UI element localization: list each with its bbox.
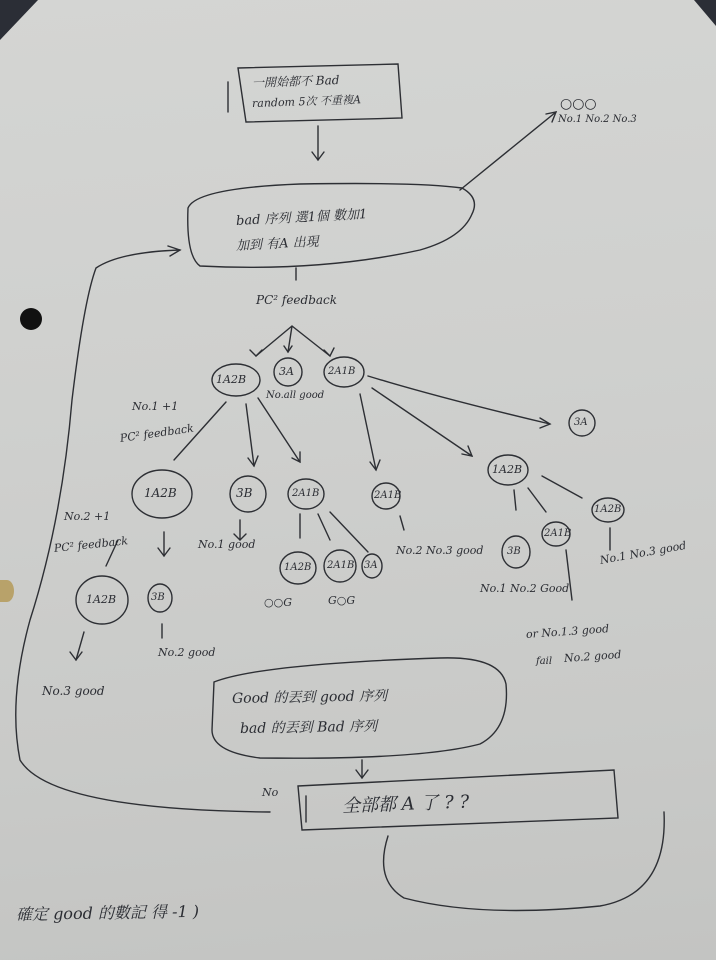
l2-2A1B: 2A1B — [292, 488, 320, 499]
l3-2A1B: 2A1B — [327, 560, 355, 571]
start-box-line2: random 5次 不重複A — [251, 93, 362, 110]
result-no1-good: No.1 good — [198, 538, 256, 551]
fail-prefix: fail — [536, 656, 553, 667]
no2-plus1: No.2 +1 — [64, 510, 111, 523]
no1-plus1: No.1 +1 — [132, 400, 179, 413]
fan-lines — [256, 326, 330, 356]
loop-arrow — [16, 250, 270, 812]
result-no3-good: No.3 good — [42, 684, 105, 698]
mid-box-line2: 加到 有A 出現 — [235, 234, 320, 254]
pattern-2: G○G — [328, 594, 356, 607]
mid-box-outline — [188, 184, 475, 268]
l1-3A-note: No.all good — [266, 390, 325, 401]
l3-2A1B-b: 2A1B — [544, 528, 572, 539]
l2-3B: 3B — [236, 486, 253, 500]
result-no2-no3-good: No.2 No.3 good — [396, 544, 484, 557]
no-label: No — [262, 786, 279, 799]
l1-1A2B: 1A2B — [216, 373, 247, 386]
arrow-to-small-circles — [460, 112, 556, 190]
l3-3B-b: 3B — [507, 546, 521, 557]
pc-feedback-top: PC² feedback — [256, 293, 338, 307]
start-box-line1: 一開始都不 Bad — [251, 72, 340, 90]
l2-3A: 3A — [574, 417, 588, 428]
l3-1A2B-b: 1A2B — [284, 562, 312, 573]
pc-feedback-2: PC² feedback — [53, 534, 129, 555]
l3-3A: 3A — [364, 560, 378, 571]
l3-3B: 3B — [151, 592, 165, 603]
good-box-line2: bad 的丟到 Bad 序列 — [239, 718, 378, 737]
mid-box-line1: bad 序列 選1個 數加1 — [235, 207, 368, 229]
good-box-line1: Good 的丟到 good 序列 — [231, 688, 388, 707]
pattern-1: ○○G — [264, 596, 292, 609]
l2-1A2B-b: 1A2B — [492, 463, 523, 476]
result-or-no13-good: or No.1.3 good — [525, 622, 610, 641]
final-box-text: 全部都 A 了 ? ? — [341, 791, 470, 817]
bottom-note: 確定 good 的數記 得 -1 ) — [15, 901, 200, 924]
result-no1-no2-good: No.1 No.2 Good — [480, 582, 570, 595]
l3-1A2B: 1A2B — [86, 593, 117, 606]
result-no2-good: No.2 good — [158, 646, 216, 659]
l2-1A2B: 1A2B — [144, 486, 177, 500]
small-circle-labels: No.1 No.2 No.3 — [558, 114, 637, 125]
small-circles: ○○○ — [560, 96, 597, 112]
good-box-outline — [212, 658, 506, 758]
l2-2A1B-b: 2A1B — [374, 490, 402, 501]
l3-1A2B-c: 1A2B — [594, 504, 622, 515]
l1-2A1B: 2A1B — [328, 366, 356, 377]
return-loop — [384, 812, 665, 911]
pc-feedback-1: PC² feedback — [119, 421, 195, 445]
result-or-no2-good: No.2 good — [563, 648, 622, 665]
result-no1-no3-good: No.1 No.3 good — [598, 538, 688, 567]
l1-3A: 3A — [279, 365, 294, 378]
